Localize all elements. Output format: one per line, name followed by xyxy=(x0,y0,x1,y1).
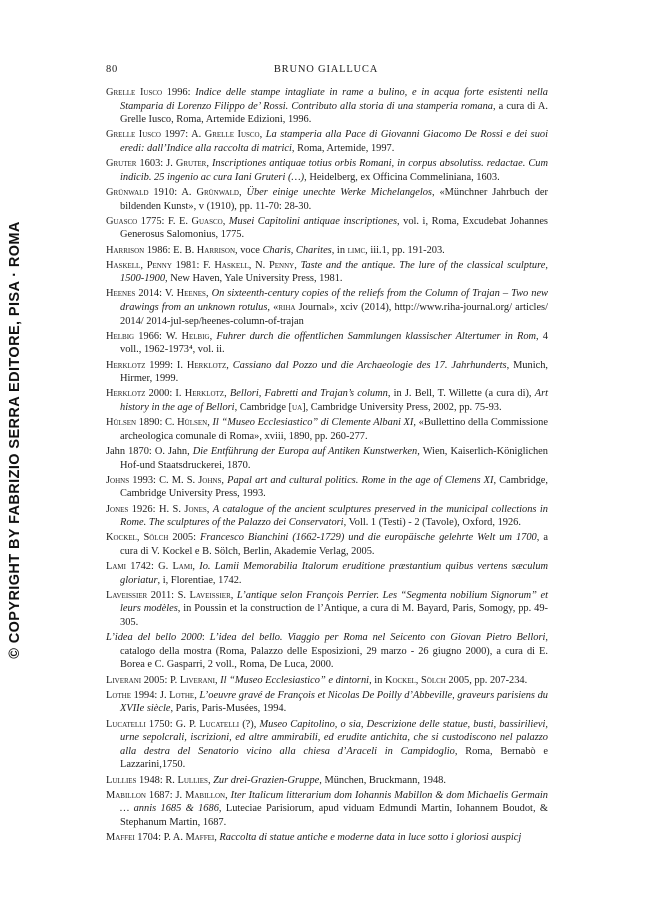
entry-text: , « xyxy=(267,302,279,314)
page-header xyxy=(106,64,546,78)
entry-title: L’idea del bello. Viaggio per Roma nel Seicento con Giovan Pietro Bellori xyxy=(209,632,546,644)
entry-text: , Luteciae Parisiorum, apud viduam Edmundi Martin, Iohannem Boudot, & Stephanum Martin, 1687. xyxy=(120,803,548,828)
entry-key: Herklotz 2000 xyxy=(106,388,170,400)
entry-key: Guasco 1775 xyxy=(106,215,162,227)
entry-author: Herklotz xyxy=(186,359,227,371)
entry-text: , xyxy=(225,789,231,801)
bibliography-list xyxy=(106,86,548,846)
entry-text: , München, Bruckmann, 1948. xyxy=(319,774,446,786)
entry-text: , Heidelberg, ex Officina Commeliniana, 1603. xyxy=(304,171,500,183)
entry-title: Charis, Charites xyxy=(262,244,332,256)
entry-key: Lami 1742 xyxy=(106,561,151,573)
entry-text: , xyxy=(209,330,217,342)
entry-text: , catalogo della mostra (Roma, Palazzo delle Esposizioni, 29 marzo - 26 giugno 2000), a cura di E. Borea e C. Gasparri, 2 voll., Roma, De Luca, 2000. xyxy=(120,632,548,671)
entry-text: , Wien, Kaiserlich-Königlichen Hof-und Staatsdruckerei, 1870. xyxy=(120,445,548,471)
copyright-text: © COPYRIGHT BY FABRIZIO SERRA EDITORE, PISA · ROMA xyxy=(7,221,23,659)
entry-text: , Roma, Bernabò e Lazzarini,1750. xyxy=(120,745,548,771)
entry-text: , xyxy=(214,832,220,844)
entry-text: : xyxy=(193,532,201,544)
entry-author: Kockel, Sölch xyxy=(384,674,446,686)
entry-text: : G. xyxy=(150,561,173,573)
entry-text: : P. xyxy=(164,674,180,686)
entry-text: : P. A. xyxy=(158,832,186,844)
entry-text: , Munich, Hirmer, 1999. xyxy=(120,359,548,385)
entry-text: : O. Jahn, xyxy=(148,445,193,457)
entry-key: Lothe 1994 xyxy=(106,689,155,701)
entry-author: Jones xyxy=(184,503,207,515)
entry-author: Harrison xyxy=(196,244,236,256)
entry-title: Francesco Bianchini (1662-1729) und die europäische gelehrte Welt um 1700 xyxy=(200,532,537,544)
entry-author: Helbig xyxy=(181,330,210,342)
bibliography-entry xyxy=(106,128,548,155)
bibliography-entry xyxy=(106,560,548,587)
running-head: BRUNO GIALLUCA xyxy=(273,64,379,75)
entry-author: Penny xyxy=(268,259,295,271)
entry-title: Zur drei-Grazien-Gruppe xyxy=(213,774,320,786)
entry-text: (?), xyxy=(239,718,260,730)
entry-author: Grelle Iusco xyxy=(204,129,260,141)
entry-key: Mabillon 1687 xyxy=(106,789,170,801)
entry-author: Herklotz xyxy=(184,388,225,400)
entry-title: Art history in the age of Bellori xyxy=(120,388,548,413)
entry-text: , xyxy=(207,774,214,786)
entry-text: , xyxy=(207,417,213,429)
entry-text: , Voll. 1 (Testi) - 2 (Tavole), Oxford, 1926. xyxy=(343,517,521,529)
entry-text: , Paris, Paris-Musées, 1994. xyxy=(170,703,287,715)
entry-title: Über einige unechte Werke Michelangelos xyxy=(246,186,432,198)
entry-author: ua xyxy=(292,402,303,413)
entry-text: : A. xyxy=(185,129,205,141)
entry-author: Grünwald xyxy=(196,186,239,198)
entry-text: , xyxy=(226,359,233,371)
entry-text: , xyxy=(221,474,228,486)
entry-title: Il “Museo Ecclesiastico” e dintorni xyxy=(220,674,370,686)
entry-title: Musei Capitolini antiquae inscriptiones xyxy=(228,215,398,227)
entry-text: : S. xyxy=(171,589,190,601)
entry-text: , xyxy=(222,215,229,227)
entry-text: , xyxy=(259,129,266,141)
entry-text: , «Bullettino della Commissione archeologica comunale di Roma», xviii, 1890, pp. 260-277. xyxy=(120,417,548,442)
entry-text: : C. M. S. xyxy=(153,474,199,486)
bibliography-entry xyxy=(106,474,548,501)
bibliography-entry xyxy=(106,287,548,328)
bibliography-entry xyxy=(106,831,548,845)
entry-text: : xyxy=(201,632,210,644)
entry-title: Io. Lamii Memorabilia Italorum eruditione præstantium quibus vertens sæculum gloriatur xyxy=(120,561,549,586)
entry-key: Laveissier 2011 xyxy=(106,589,172,601)
entry-key: Kockel, Sölch 2005 xyxy=(106,532,194,544)
entry-text: , xyxy=(206,503,213,515)
entry-text: : J. xyxy=(154,689,170,701)
entry-text: : G. P. xyxy=(169,718,200,730)
entry-author: Hülsen xyxy=(177,417,208,429)
entry-text: ], Cambridge University Press, 2002, pp. 75-93. xyxy=(302,402,502,413)
bibliography-entry xyxy=(106,157,548,184)
entry-key: Gruter 1603 xyxy=(106,158,161,170)
entry-text: : I. xyxy=(169,388,185,400)
entry-text: , Cambridge [ xyxy=(234,402,293,413)
entry-text: , «Münchner Jahrbuch der bildenden Kunst», v (1910), pp. 11-70: 28-30. xyxy=(120,186,548,212)
entry-text: , i, Florentiae, 1742. xyxy=(157,574,242,586)
entry-text: : V. xyxy=(159,288,177,300)
entry-author: Mabillon xyxy=(185,789,226,801)
entry-author: Lucatelli xyxy=(199,718,240,730)
entry-key: Haskell, Penny 1981 xyxy=(106,259,197,271)
entry-text: Journal», xciv (2014), http://www.riha-journal.org/ articles/ 2014/ 2014-jul-sep/heenes-column-of-trajan xyxy=(120,302,548,327)
entry-title: Il “Museo Ecclesiastico” di Clemente Albani XI xyxy=(212,417,414,429)
entry-key: L’idea del bello 2000 xyxy=(106,632,202,644)
entry-text: , xyxy=(238,186,247,198)
entry-author: Johns xyxy=(198,474,222,486)
entry-text: , Roma, Artemide, 1997. xyxy=(291,142,395,154)
entry-text: , xyxy=(192,561,200,573)
entry-text: , in J. Bell, T. Willette (a cura di), xyxy=(387,388,535,400)
entry-text: : W. xyxy=(159,330,182,342)
bibliography-entry xyxy=(106,259,548,286)
entry-text: , vol. i, Roma, Excudebat Johannes Generosus Salomonius, 1775. xyxy=(120,215,548,241)
entry-author: Laveissier xyxy=(189,589,231,601)
entry-title: Raccolta di statue antiche e moderne data in luce sotto i gloriosi auspicj xyxy=(219,832,522,844)
bibliography-entry xyxy=(106,86,548,127)
entry-title: La stamperia alla Pace di Giovanni Giacomo De Rossi e dei suoi eredi: dall’Indice alla raccolta di matrici xyxy=(120,129,548,154)
entry-author: Lullies xyxy=(177,774,208,786)
entry-author: Guasco xyxy=(191,215,223,227)
bibliography-entry xyxy=(106,416,548,443)
entry-text: : J. xyxy=(169,789,186,801)
bibliography-entry xyxy=(106,387,548,414)
entry-title: L’oeuvre gravé de François et Nicolas De Poilly d’Abbeville, graveurs parisiens du XVIIe siècle xyxy=(120,689,548,715)
entry-title: Museo Capitolino, o sia, Descrizione delle statue, busti, bassirilievi, urne sepolcrali, iscrizioni, ed altre ammirabili, ed erudite antichita, che si custodiscono nel palazzo alla destra del Senatorio vicino alla chiesa d’Araceli in Campidoglio xyxy=(120,718,548,757)
entry-key: Lullies 1948 xyxy=(106,774,160,786)
bibliography-entry xyxy=(106,674,548,688)
entry-key: Harrison 1986 xyxy=(106,244,168,256)
entry-text: , in Poussin et la construction de l’Antique, a cura di M. Bayard, Paris, Somogy, pp. 49-305. xyxy=(120,603,548,629)
entry-author: Haskell xyxy=(214,259,249,271)
entry-title: L’antique selon François Perrier. Les “Segmenta nobilium Signorum” et leurs modèles xyxy=(120,589,548,615)
entry-key: Helbig 1966 xyxy=(106,330,160,342)
entry-text: , Cambridge, Cambridge University Press, 1993. xyxy=(120,474,548,500)
entry-text: , xyxy=(205,288,212,300)
entry-key: Herklotz 1999 xyxy=(106,359,171,371)
entry-author: Lothe xyxy=(169,689,195,701)
entry-text: : F. xyxy=(196,259,215,271)
bibliography-entry xyxy=(106,689,548,716)
entry-title: Fuhrer durch die offentlichen Sammlungen klassischer Altertumer in Rom xyxy=(216,330,537,342)
entry-text: , xyxy=(224,388,230,400)
entry-text: , xyxy=(294,259,301,271)
entry-author: Liverani xyxy=(179,674,215,686)
entry-title: A catalogue of the ancient sculptures preserved in the municipal collections in Rome. The sculptures of the Palazzo dei Conservatori xyxy=(120,503,548,529)
bibliography-entry xyxy=(106,215,548,242)
entry-key: Heenes 2014 xyxy=(106,288,160,300)
entry-author: Gruter xyxy=(175,158,207,170)
bibliography-entry xyxy=(106,774,548,788)
entry-key: Grelle Iusco 1997 xyxy=(106,129,186,141)
entry-title: Taste and the antique. The lure of the classical sculpture, 1500-1900 xyxy=(120,259,548,285)
entry-text: : E. B. xyxy=(167,244,197,256)
entry-text: , a cura di A. Grelle Iusco, Roma, Artemide Edizioni, 1996. xyxy=(120,100,548,126)
entry-text: , xyxy=(206,158,212,170)
entry-text: , a cura di V. Kockel e B. Sölch, Berlin, Akademie Verlag, 2005. xyxy=(120,532,549,557)
entry-text: , xyxy=(194,689,200,701)
entry-key: Johns 1993 xyxy=(106,474,154,486)
entry-text: : xyxy=(187,87,196,98)
bibliography-entry xyxy=(106,445,548,472)
bibliography-entry xyxy=(106,789,548,830)
entry-text: , xyxy=(230,589,237,601)
entry-text: , in xyxy=(369,674,385,686)
entry-author: Heenes xyxy=(176,288,206,300)
bibliography-entry xyxy=(106,244,548,258)
entry-key: Jahn 1870 xyxy=(106,445,149,457)
entry-title: On sixteenth-century copies of the reliefs from the Column of Trajan – Two new drawings from an unknown rotulus xyxy=(120,288,548,314)
entry-author: Lami xyxy=(172,561,193,573)
entry-text: , N. xyxy=(248,259,269,271)
entry-title: Indice delle stampe intagliate in rame a bulino, e in acqua forte esistenti nella Stamparia di Lorenzo Filippo de’ Rossi. Contributo alla storia di una stamperia romana xyxy=(120,87,548,112)
entry-text: , 4 voll., 1962-1973⁴, vol. ii. xyxy=(120,330,548,356)
entry-title: Inscriptiones antiquae totius orbis Romani, in corpus absolutiss. redactae. Cum indicib. 25 ingenio ac cura Iani Gruteri (…) xyxy=(120,158,549,183)
entry-key: Jones 1926 xyxy=(106,503,153,515)
copyright-notice xyxy=(0,180,30,700)
bibliography-entry xyxy=(106,503,548,530)
entry-text: : F. E. xyxy=(161,215,192,227)
entry-text: : H. S. xyxy=(152,503,185,515)
entry-text: , in xyxy=(331,244,348,256)
entry-text: : J. xyxy=(160,158,176,170)
entry-text: : A. xyxy=(174,186,197,198)
entry-title: Die Entführung der Europa auf Antiken Kunstwerken xyxy=(192,445,418,457)
entry-key: Grelle Iusco 1996 xyxy=(106,87,188,98)
entry-text: : C. xyxy=(159,417,178,429)
bibliography-entry xyxy=(106,531,548,558)
entry-text: , iii.1, pp. 191-203. xyxy=(365,244,445,256)
entry-text: : R. xyxy=(159,774,178,786)
entry-title: Iter Italicum litterarium dom Iohannis Mabillon & dom Michaelis Germain … annis 1685 & 1686 xyxy=(120,789,548,815)
bibliography-entry xyxy=(106,186,548,213)
entry-title: Cassiano dal Pozzo und die Archaeologie des 17. Jahrhunderts xyxy=(232,359,507,371)
entry-title: Papal art and cultural politics. Rome in the age of Clemens XI xyxy=(227,474,494,486)
bibliography-entry xyxy=(106,330,548,357)
entry-author: limc xyxy=(347,244,366,256)
entry-key: Lucatelli 1750 xyxy=(106,718,170,730)
entry-text: , voce xyxy=(235,244,263,256)
entry-text: 2005, pp. 207-234. xyxy=(445,674,528,686)
entry-key: Liverani 2005 xyxy=(106,674,165,686)
entry-key: Hülsen 1890 xyxy=(106,417,160,429)
entry-key: Grünwald 1910 xyxy=(106,186,175,198)
bibliography-entry xyxy=(106,589,548,630)
bibliography-entry xyxy=(106,359,548,386)
entry-key: Maffei 1704 xyxy=(106,832,159,844)
entry-text: , New Haven, Yale University Press, 1981. xyxy=(165,273,343,285)
bibliography-entry xyxy=(106,718,548,772)
page-number: 80 xyxy=(106,64,119,75)
entry-text: : I. xyxy=(170,359,187,371)
entry-author: riha xyxy=(278,302,296,314)
entry-text: , xyxy=(214,674,221,686)
entry-author: Maffei xyxy=(185,832,215,844)
entry-title: Bellori, Fabretti and Trajan’s column xyxy=(229,388,388,400)
bibliography-entry xyxy=(106,631,548,672)
